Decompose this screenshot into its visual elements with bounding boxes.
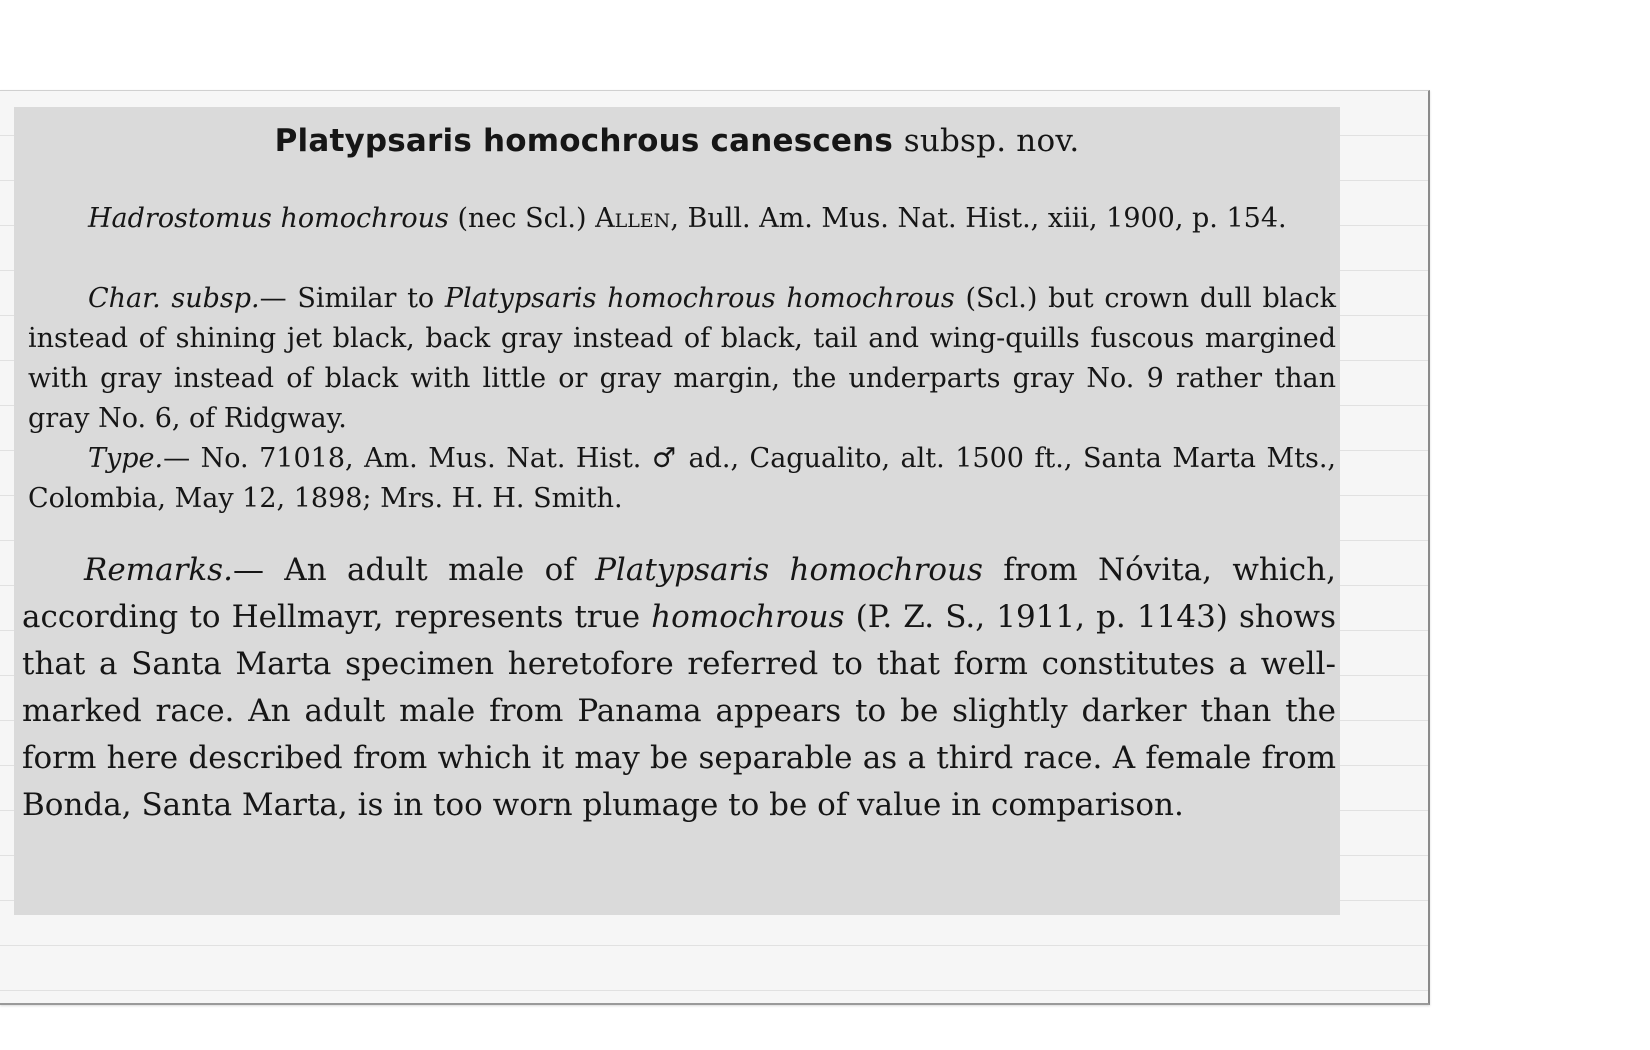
- synonym-citation: , Bull. Am. Mus. Nat. Hist., xiii, 1900, p. 154.: [670, 203, 1287, 234]
- type-text: — No. 71018, Am. Mus. Nat. Hist. ♂ ad., Cagualito, alt. 1500 ft., Santa Marta Mts., Colombia, May 12, 1898; Mrs. H. H. Smith.: [28, 443, 1336, 514]
- title-taxon-name: Platypsaris homochrous canescens: [274, 123, 894, 159]
- remarks-taxon2: homochrous: [651, 599, 845, 635]
- remarks-part2: from Nóvita, which, according to Hellmayr, represents true: [22, 552, 1336, 635]
- type-label: Type.: [88, 443, 164, 474]
- char-subsp-paragraph: [28, 279, 1336, 439]
- synonymy-paragraph: [28, 199, 1336, 239]
- index-card: [0, 90, 1430, 1005]
- char-subsp-label: Char. subsp.: [88, 283, 260, 314]
- char-subsp-dash: — Similar to: [259, 283, 445, 314]
- taxon-title: [14, 123, 1340, 159]
- remarks-part3: (P. Z. S., 1911, p. 1143) shows that a Santa Marta specimen heretofore referred to that form constitutes a well-marked race. An adult male from Panama appears to be slightly darker than the form here described from which it may be separable as a third race. A female from Bonda, Santa Marta, is in too worn plumage to be of value in comparison.: [22, 599, 1336, 823]
- remarks-label: Remarks.: [84, 552, 233, 588]
- synonym-qualifier: (nec Scl.): [457, 203, 587, 234]
- pasted-clipping: [14, 107, 1340, 915]
- remarks-paragraph: [22, 547, 1336, 829]
- remarks-part1: — An adult male of: [232, 552, 596, 588]
- synonym-taxon: Hadrostomus homochrous: [88, 203, 449, 234]
- remarks-taxon1: Platypsaris homochrous: [595, 552, 983, 588]
- char-subsp-text: (Scl.) but crown dull black instead of shining jet black, back gray instead of black, tail and wing-quills fuscous margined with gray instead of black with little or gray margin, the underparts gray No. 9 rather than gray No. 6, of Ridgway.: [28, 283, 1336, 434]
- title-status: subsp. nov.: [903, 123, 1080, 159]
- type-paragraph: [28, 439, 1336, 519]
- synonym-author: Allen: [595, 203, 671, 234]
- char-subsp-compared-taxon: Platypsaris homochrous homochrous: [444, 283, 955, 314]
